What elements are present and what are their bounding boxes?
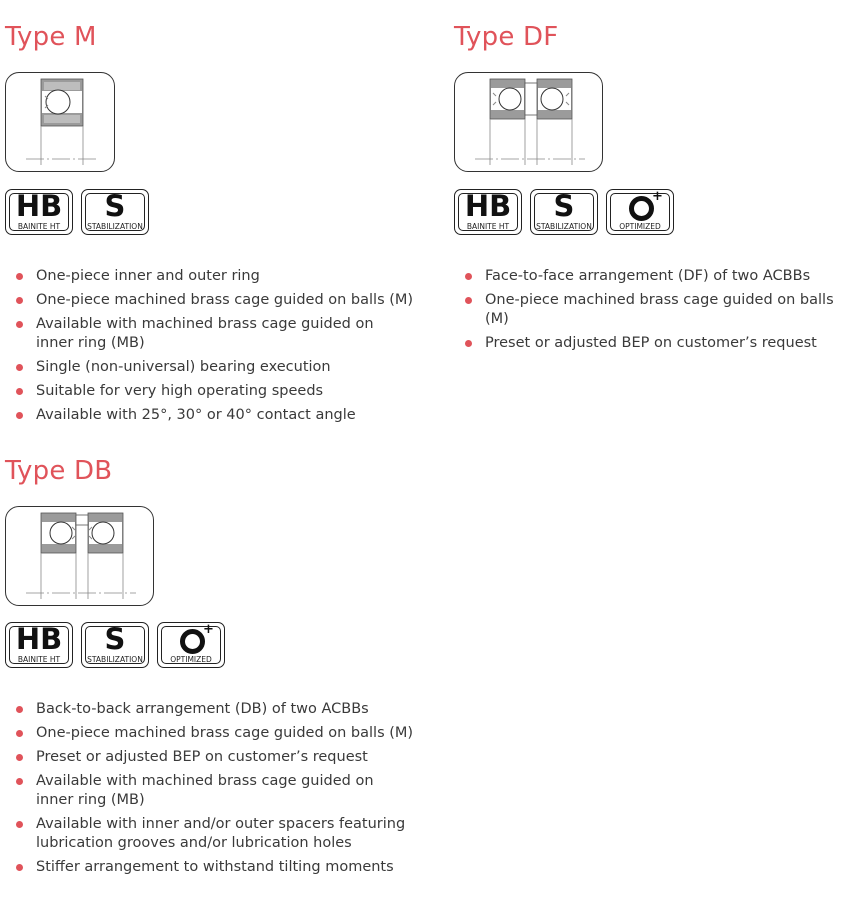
- bullet-icon: [16, 297, 23, 304]
- s-badge: [81, 622, 149, 668]
- optimized-o-icon: [629, 196, 654, 221]
- face-to-face-bearing-icon: [455, 73, 602, 171]
- list-item: Single (non-universal) bearing execution: [14, 358, 414, 377]
- optimized-badge-sublabel: OPTIMIZED: [619, 222, 661, 231]
- list-item: One-piece inner and outer ring: [14, 267, 414, 286]
- list-item: Available with inner and/or outer spacers featuring lubrication grooves and/or lubrication holes: [14, 815, 414, 853]
- bullet-icon: [16, 273, 23, 280]
- s-badge-sublabel: STABILIZATION: [87, 655, 143, 664]
- bullet-icon: [16, 730, 23, 737]
- type-db-title: Type DB: [5, 456, 113, 486]
- type-df-badges: [454, 189, 674, 235]
- back-to-back-bearing-icon: [6, 507, 153, 605]
- type-df-title: Type DF: [454, 22, 559, 52]
- hb-badge-sublabel: BAINITE HT: [17, 222, 61, 231]
- list-item: One-piece machined brass cage guided on balls (M): [463, 291, 857, 329]
- bullet-icon: [16, 754, 23, 761]
- bullet-icon: [16, 321, 23, 328]
- list-item: One-piece machined brass cage guided on balls (M): [14, 724, 414, 743]
- bullet-icon: [16, 778, 23, 785]
- list-item: Back-to-back arrangement (DB) of two ACBBs: [14, 700, 414, 719]
- bullet-icon: [465, 273, 472, 280]
- optimized-o-icon: [180, 629, 205, 654]
- bullet-icon: [16, 821, 23, 828]
- bullet-icon: [16, 864, 23, 871]
- list-item: One-piece machined brass cage guided on balls (M): [14, 291, 414, 310]
- bullet-icon: [16, 388, 23, 395]
- optimized-badge: [606, 189, 674, 235]
- plus-icon: +: [203, 622, 214, 637]
- hb-badge: [5, 622, 73, 668]
- s-badge-sublabel: STABILIZATION: [87, 222, 143, 231]
- type-db-section: [5, 456, 112, 486]
- type-m-section: [5, 22, 97, 52]
- hb-badge-label: HB: [464, 189, 512, 223]
- list-item: Available with 25°, 30° or 40° contact angle: [14, 406, 414, 425]
- list-item: Suitable for very high operating speeds: [14, 382, 414, 401]
- hb-badge-label: HB: [15, 622, 63, 656]
- bullet-icon: [16, 364, 23, 371]
- type-df-feature-list: [463, 267, 857, 358]
- hb-badge: [454, 189, 522, 235]
- hb-badge: [5, 189, 73, 235]
- list-item: Available with machined brass cage guided on inner ring (MB): [14, 772, 414, 810]
- s-badge-label: S: [104, 622, 126, 656]
- type-m-title: Type M: [5, 22, 97, 52]
- list-item: Available with machined brass cage guided on inner ring (MB): [14, 315, 414, 353]
- list-item: Preset or adjusted BEP on customer’s request: [14, 748, 414, 767]
- type-db-badges: [5, 622, 225, 668]
- optimized-badge-sublabel: OPTIMIZED: [170, 655, 212, 664]
- type-m-feature-list: [14, 267, 414, 430]
- type-df-section: [454, 22, 558, 52]
- plus-icon: +: [652, 189, 663, 204]
- hb-badge-sublabel: BAINITE HT: [466, 222, 510, 231]
- s-badge: [530, 189, 598, 235]
- hb-badge-label: HB: [15, 189, 63, 223]
- bearing-cross-section-icon: [6, 73, 114, 171]
- optimized-badge: [157, 622, 225, 668]
- bullet-icon: [16, 706, 23, 713]
- list-item: Stiffer arrangement to withstand tilting moments: [14, 858, 414, 877]
- bullet-icon: [465, 297, 472, 304]
- list-item: Preset or adjusted BEP on customer’s request: [463, 334, 857, 353]
- type-db-feature-list: [14, 700, 414, 882]
- bullet-icon: [465, 340, 472, 347]
- type-df-diagram: [454, 72, 603, 172]
- type-m-badges: [5, 189, 149, 235]
- list-item: Face-to-face arrangement (DF) of two ACBBs: [463, 267, 857, 286]
- hb-badge-sublabel: BAINITE HT: [17, 655, 61, 664]
- s-badge-label: S: [104, 189, 126, 223]
- bullet-icon: [16, 412, 23, 419]
- type-m-diagram: [5, 72, 115, 172]
- type-db-diagram: [5, 506, 154, 606]
- s-badge-label: S: [553, 189, 575, 223]
- s-badge-sublabel: STABILIZATION: [536, 222, 592, 231]
- s-badge: [81, 189, 149, 235]
